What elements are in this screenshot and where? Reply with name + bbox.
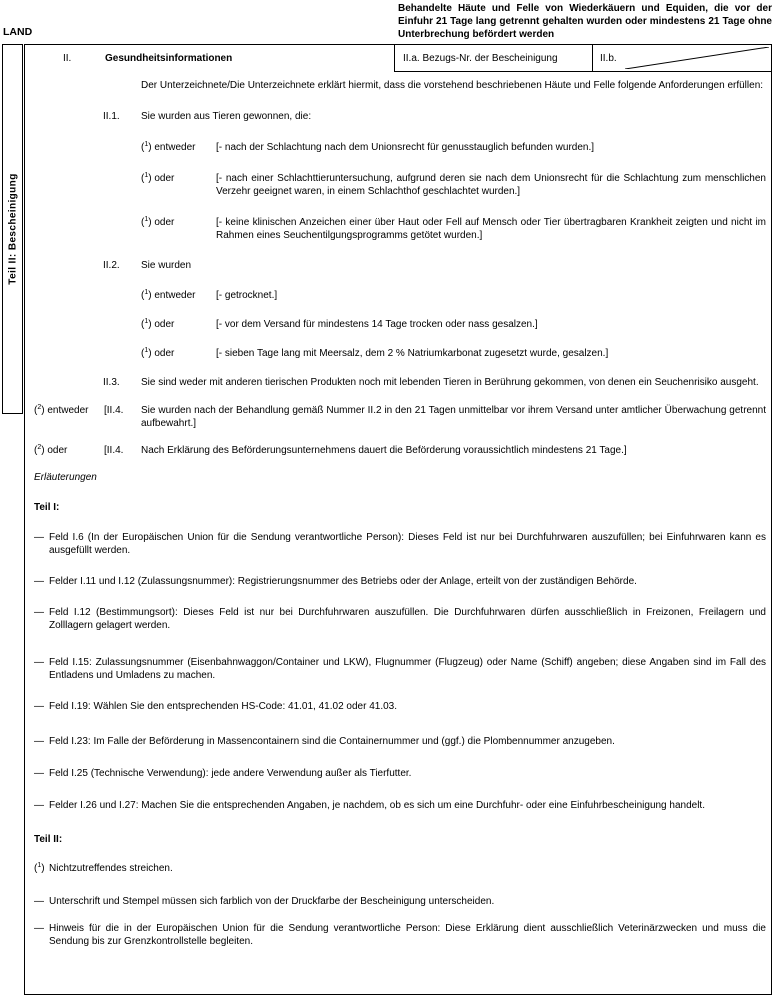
notes-heading: Erläuterungen (34, 472, 97, 483)
clause-text: [- keine klinischen Anzeichen einer über Haut oder Fell auf Mensch oder Tier übertragbaren Krankheit zeigten und nicht im Rahmen eines Seuchentilgungsprogramms getötet wurden.] (216, 217, 766, 241)
item-ii4-text: Nach Erklärung des Beförderungsunternehmens dauert die Beförderung voraussichtlich mindestens 21 Tage.] (141, 445, 627, 456)
note-item-fields-i11-i12 (34, 575, 766, 588)
footnote-marker: ($^1$) (34, 862, 45, 874)
clause-connector: ($^2$) entweder (34, 404, 89, 416)
note-dash: — (34, 800, 44, 811)
note-text: Feld I.23: Im Falle der Beförderung in Massencontainern sind die Containernummer und (ggf.) die Plombennummer anzugeben. (49, 736, 615, 747)
note-dash: — (34, 896, 44, 907)
note-dash: — (34, 657, 44, 668)
item-ii3 (103, 376, 766, 389)
note-dash: — (34, 768, 44, 779)
note-dash: — (34, 607, 44, 618)
clause-connector: ($^1$) oder (141, 347, 175, 359)
note-item-field-i23 (34, 735, 766, 748)
footnote-1 (34, 862, 766, 875)
note-item-field-i19 (34, 700, 766, 713)
iib-label: II.b. (600, 53, 617, 64)
note-text: Feld I.12 (Bestimmungsort): Dieses Feld ist nur bei Durchfuhrwaren auszufüllen. Die Durchfuhrwaren dürfen ausschließlich in Freizonen, Freilagern und Zolllagern gelagert werden. (49, 607, 766, 631)
note-item-signature (34, 895, 766, 908)
part-ii-sidebar-label: Teil II: Bescheinigung (7, 173, 18, 285)
note-text: Hinweis für die in der Europäischen Union für die Sendung verantwortliche Person: Diese Erklärung dient ausschließlich Veterinärzwecken und muss die Sendung bis zur Grenzkontrollstelle begleiten. (49, 923, 766, 947)
note-text: Feld I.19: Wählen Sie den entsprechenden HS-Code: 41.01, 41.02 oder 41.03. (49, 701, 398, 712)
clause-text: [- sieben Tage lang mit Meersalz, dem 2 % Natriumkarbonat zugesetzt wurde, gesalzen.] (216, 348, 609, 359)
certificate-box (24, 44, 772, 995)
footnote-ref: ($^1$) (141, 141, 152, 153)
certificate-content (25, 73, 771, 948)
clause-text: [- vor dem Versand für mindestens 14 Tage trocken oder nass gesalzen.] (216, 319, 538, 330)
note-item-field-i25 (34, 767, 766, 780)
item-ii4-text: Sie wurden nach der Behandlung gemäß Nummer II.2 in den 21 Tagen unmittelbar vor ihrem Versand unter amtlicher Überwachung getrennt aufbewahrt.] (141, 405, 766, 429)
part-ii-sidebar (2, 44, 23, 414)
note-item-field-i12 (34, 606, 766, 632)
footnote-ref: ($^1$) (141, 172, 152, 184)
clause-ii2-oder-2 (141, 347, 766, 360)
item-ii2-text: Sie wurden (141, 260, 192, 271)
note-text: Feld I.25 (Technische Verwendung): jede andere Verwendung außer als Tierfutter. (49, 768, 412, 779)
clause-ii1-oder-1 (141, 172, 766, 198)
document-title: Behandelte Häute und Felle von Wiederkäuern und Equiden, die vor der Einfuhr 21 Tage lang getrennt gehalten wurden oder mindestens 21 Tage ohne Unterbrechung befördert werden (398, 3, 772, 40)
note-text: Feld I.6 (In der Europäischen Union für die Sendung verantwortliche Person): Dieses Feld ist nur bei Durchfuhrwaren auszufüllen; bei Einfuhrwaren kann es ausgefüllt werden. (49, 532, 766, 556)
clause-ii1-oder-2 (141, 216, 766, 242)
item-ii4-number: [II.4. (104, 405, 124, 416)
section-header-row (25, 45, 771, 73)
item-ii1-text: Sie wurden aus Tieren gewonnen, die: (141, 111, 312, 122)
footnote-ref: ($^2$) (34, 444, 45, 456)
item-ii1-number: II.1. (103, 111, 120, 122)
section-ii-number: II. (63, 53, 72, 64)
part-ii-heading: Teil II: (34, 834, 63, 845)
footnote-ref: ($^1$) (141, 347, 152, 359)
section-ii-title: Gesundheitsinformationen (105, 53, 233, 64)
footnote-ref: ($^1$) (141, 318, 152, 330)
iib-cell (592, 45, 771, 72)
reference-number-cell (394, 45, 592, 72)
note-text: Felder I.11 und I.12 (Zulassungsnummer): Registrierungsnummer des Betriebs oder der Anlage, erteilt von der zuständigen Behörde. (49, 576, 637, 587)
note-dash: — (34, 701, 44, 712)
footnote-ref: ($^1$) (141, 289, 152, 301)
clause-text: [- getrocknet.] (216, 290, 278, 301)
note-dash: — (34, 736, 44, 747)
declaration-intro: Der Unterzeichnete/Die Unterzeichnete erklärt hiermit, dass die vorstehend beschriebenen Häute und Felle folgende Anforderungen erfüllen: (141, 80, 764, 91)
footnote-ref: ($^1$) (141, 216, 152, 228)
item-ii4-oder (34, 444, 766, 457)
note-text: Unterschrift und Stempel müssen sich farblich von der Druckfarbe der Bescheinigung unterscheiden. (49, 896, 495, 907)
footnote-text: Nichtzutreffendes streichen. (49, 863, 173, 874)
note-dash: — (34, 532, 44, 543)
item-ii3-number: II.3. (103, 377, 120, 388)
clause-connector: ($^2$) oder (34, 444, 68, 456)
footnote-ref: ($^2$) (34, 404, 45, 416)
clause-connector: ($^1$) entweder (141, 141, 196, 153)
reference-number-label: II.a. Bezugs-Nr. der Bescheinigung (403, 53, 558, 64)
country-label: LAND (3, 26, 33, 38)
note-item-field-i6 (34, 531, 766, 557)
clause-connector: ($^1$) entweder (141, 289, 196, 301)
item-ii4-number: [II.4. (104, 445, 124, 456)
item-ii3-text: Sie sind weder mit anderen tierischen Produkten noch mit lebenden Tieren in Berührung gekommen, von denen ein Seuchenrisiko ausgeht. (141, 377, 759, 388)
clause-connector: ($^1$) oder (141, 318, 175, 330)
item-ii4-entweder (34, 404, 766, 430)
note-dash: — (34, 576, 44, 587)
clause-ii2-entweder (141, 289, 766, 302)
clause-ii2-oder-1 (141, 318, 766, 331)
clause-connector: ($^1$) oder (141, 216, 175, 228)
item-ii1 (103, 110, 766, 123)
note-dash: — (34, 923, 44, 934)
note-text: Feld I.15: Zulassungsnummer (Eisenbahnwaggon/Container und LKW), Flugnummer (Flugzeug) oder Name (Schiff) angeben; diese Angaben sind im Fall des Entladens und Umladens zu machen. (49, 657, 766, 681)
diagonal-strike-line (625, 47, 769, 69)
note-item-person-responsible (34, 922, 766, 948)
note-text: Felder I.26 und I.27: Machen Sie die entsprechenden Angaben, je nachdem, ob es sich um eine Durchfuhr- oder eine Einfuhrbescheinigung handelt. (49, 800, 705, 811)
note-item-fields-i26-i27 (34, 799, 766, 812)
item-ii2-number: II.2. (103, 260, 120, 271)
clause-ii1-entweder (141, 141, 766, 154)
clause-text: [- nach der Schlachtung nach dem Unionsrecht für genusstauglich befunden wurden.] (216, 142, 595, 153)
note-item-field-i15 (34, 656, 766, 682)
clause-text: [- nach einer Schlachttieruntersuchung, aufgrund deren sie nach dem Unionsrecht für die Schlachtung zum menschlichen Verzehr geeignet waren, in einem Schlachthof geschlachtet wurden.] (216, 173, 766, 197)
clause-connector: ($^1$) oder (141, 172, 175, 184)
item-ii2 (103, 259, 766, 272)
part-i-heading: Teil I: (34, 502, 60, 513)
